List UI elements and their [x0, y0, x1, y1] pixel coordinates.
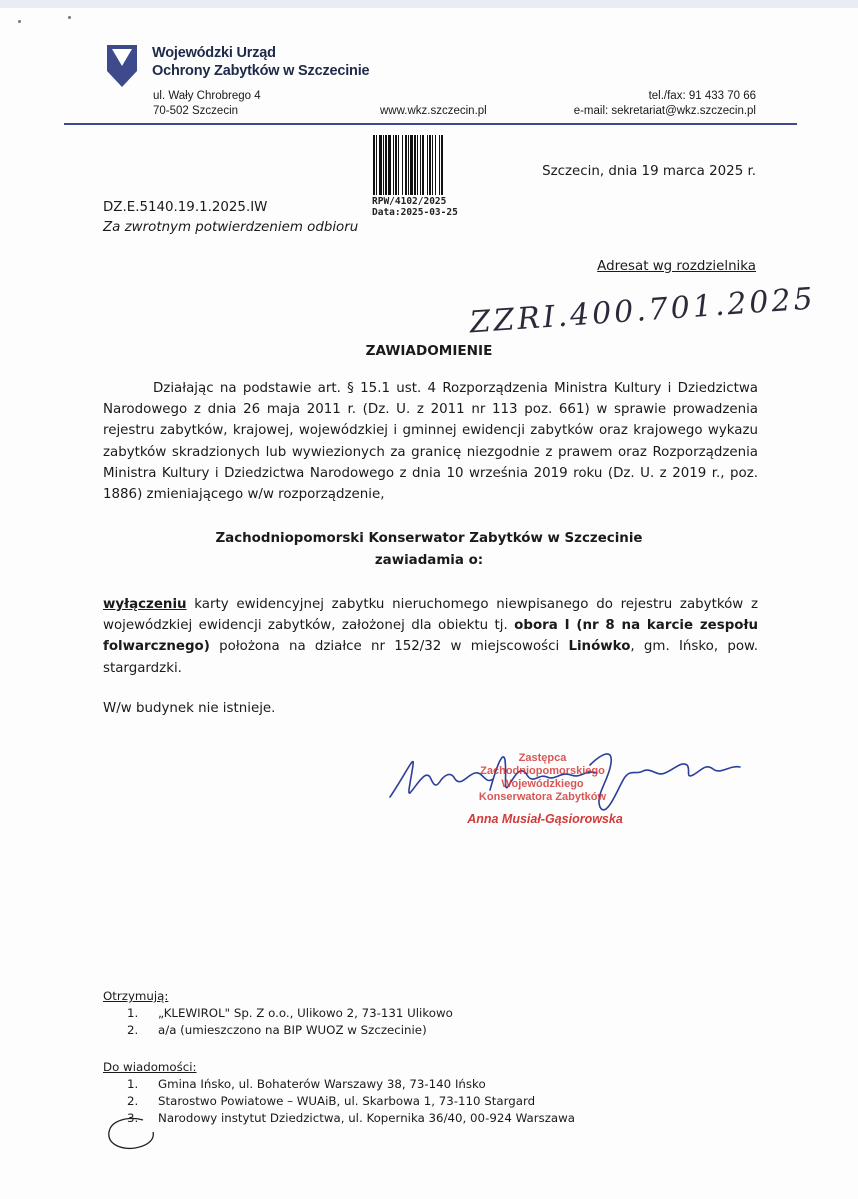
office-logo [107, 45, 137, 87]
hand-drawn-circle-mark [103, 1114, 161, 1154]
list-text: Gmina Ińsko, ul. Bohaterów Warszawy 38, 73-140 Ińsko [158, 1077, 486, 1091]
date-line: Szczecin, dnia 19 marca 2025 r. [542, 164, 756, 179]
list-number: 2. [127, 1094, 139, 1109]
authority-action: zawiadamia o: [374, 553, 484, 568]
handwritten-reference-text: ZZRI.400.701.2025 [468, 281, 817, 341]
list-item [127, 1110, 575, 1127]
office-name-line2: Ochrony Zabytków w Szczecinie [152, 63, 370, 79]
registry-date: Data:2025-03-25 [372, 207, 458, 218]
delivery-note: Za zwrotnym potwierdzeniem odbioru [103, 220, 359, 235]
notice-paragraph [103, 594, 758, 679]
stamp-title: Zastępca [518, 752, 567, 764]
office-contact [574, 89, 756, 119]
list-text: a/a (umieszczono na BIP WUOZ w Szczecinie) [158, 1023, 427, 1038]
list-item [127, 1093, 575, 1110]
registry-stamp-text [372, 196, 458, 218]
office-address [153, 89, 261, 119]
stamp-office: Zachodniopomorskiego Wojewódzkiego [480, 765, 605, 790]
office-name [152, 44, 369, 80]
office-name-line1: Wojewódzki Urząd [152, 45, 276, 61]
email: e-mail: sekretariat@wkz.szczecin.pl [573, 105, 756, 117]
website: www.wkz.szczecin.pl [380, 105, 487, 117]
scan-edge [0, 0, 858, 8]
scan-speck [18, 20, 21, 23]
recipients-heading: Otrzymują: [103, 989, 169, 1003]
list-text: Starostwo Powiatowe – WUAiB, ul. Skarbowa 1, 73-110 Stargard [158, 1094, 536, 1109]
authority-name: Zachodniopomorski Konserwator Zabytków w Szczecinie [215, 531, 643, 546]
list-item [127, 1005, 453, 1022]
locality: Linówko [568, 639, 631, 655]
list-item [127, 1076, 575, 1093]
address-city: 70-502 Szczecin [153, 105, 239, 117]
closing-statement: W/w budynek nie istnieje. [103, 701, 276, 716]
document-title: ZAWIADOMIENIE [365, 343, 493, 359]
phone-fax: tel./fax: 91 433 70 66 [648, 90, 756, 102]
object-name: obora I (nr 8 na karcie zespołu folwarcznego) [103, 618, 758, 655]
scan-speck [68, 16, 71, 19]
case-reference [103, 198, 358, 238]
recipients-list [127, 1005, 453, 1039]
issuing-authority [0, 528, 858, 572]
list-number: 1. [127, 1006, 139, 1020]
handwritten-reference [465, 281, 817, 341]
list-number: 3. [127, 1111, 139, 1126]
registry-barcode [372, 135, 490, 197]
list-text: „KLEWIROL" Sp. Z o.o., Ulikowo 2, 73-131 Ulikowo [158, 1006, 453, 1020]
official-stamp [440, 752, 645, 804]
notice-text-3: , gm. Ińsko, pow. stargardzki. [103, 639, 758, 676]
reference-number: DZ.E.5140.19.1.2025.IW [103, 200, 268, 215]
list-text: Narodowy instytut Dziedzictwa, ul. Kopernika 36/40, 00-924 Warszawa [158, 1111, 576, 1126]
notice-text-2: położona na działce nr 152/32 w miejscowości [209, 639, 569, 655]
addressee: Adresat wg rozdzielnika [597, 259, 756, 274]
registry-number: RPW/4102/2025 [372, 196, 447, 207]
stamp-office-2: Konserwatora Zabytków [478, 791, 607, 803]
notice-text-1: karty ewidencyjnej zabytku nieruchomego niewpisanego do rejestru zabytków z wojewódzkiej ewidencji zabytków, założonej dla obiektu tj. [103, 597, 758, 634]
list-number: 1. [127, 1077, 139, 1091]
letterhead-rule [64, 123, 797, 125]
legal-basis-paragraph: Działając na podstawie art. § 15.1 ust. 4 Rozporządzenia Ministra Kultury i Dziedzictwa Narodowego z dnia 26 maja 2011 r. (Dz. U. z 2011 nr 113 poz. 661) w sprawie prowadzenia rejestru zabytków, krajowej, wojewódzkiej i gminnej ewidencji zabytków oraz krajowego wykazu zabytków skradzionych lub wywiezionych za granicę niezgodnie z prawem oraz Rozporządzenia Ministra Kultury i Dziedzictwa Narodowego z dnia 10 września 2019 roku (Dz. U. z 2019 r., poz. 1886) zmieniającego w/w rozporządzenie, [103, 381, 758, 503]
for-information-heading: Do wiadomości: [103, 1060, 197, 1074]
notice-lead: wyłączeniu [103, 597, 187, 612]
address-street: ul. Wały Chrobrego 4 [153, 90, 261, 102]
list-item [127, 1022, 453, 1039]
for-information-list [127, 1076, 575, 1128]
signatory-name: Anna Musiał-Gąsiorowska [467, 812, 623, 826]
list-number: 2. [127, 1023, 139, 1038]
